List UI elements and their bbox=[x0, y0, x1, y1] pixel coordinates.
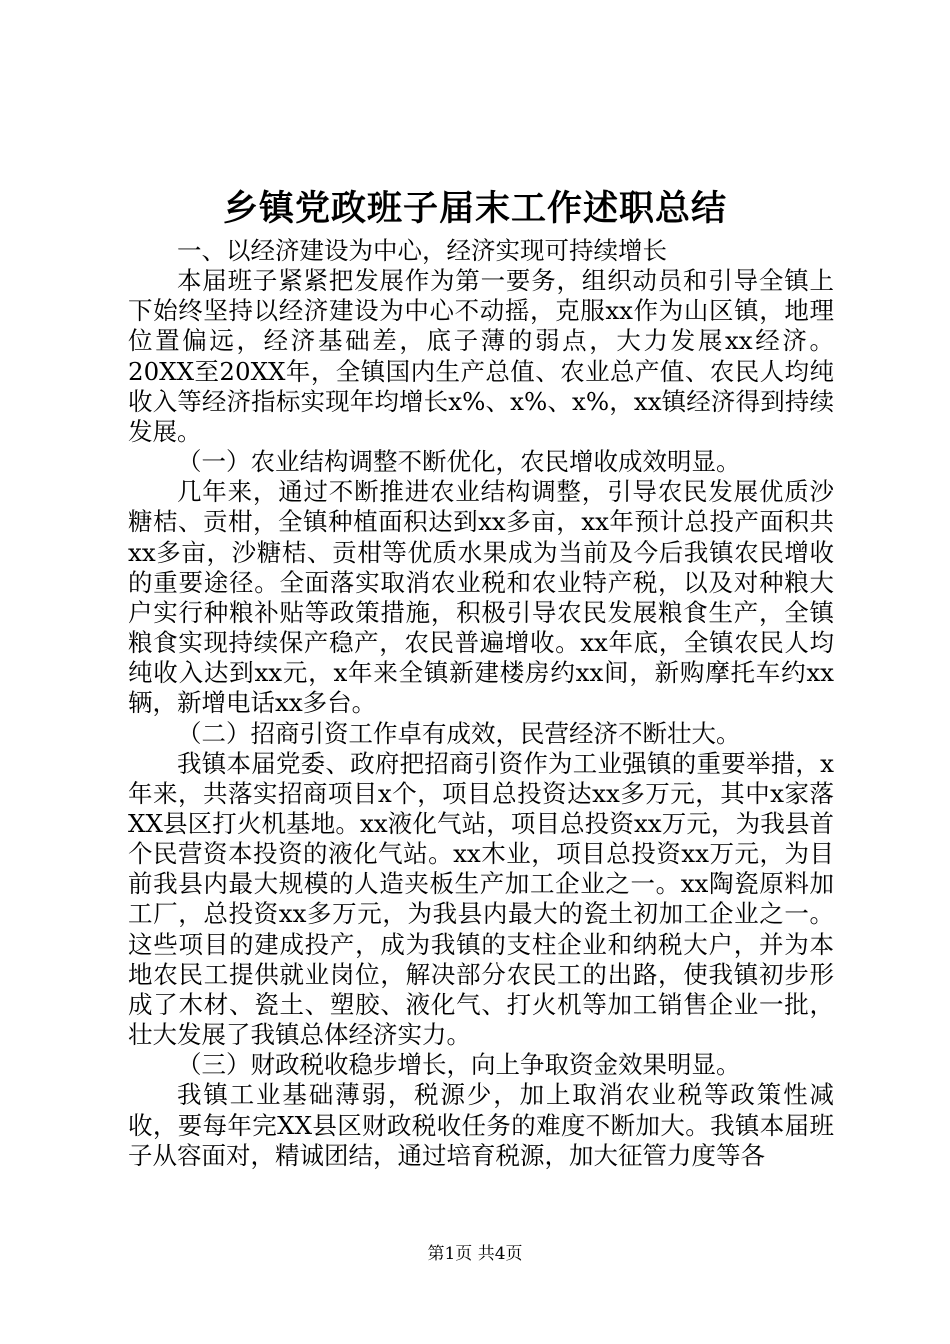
section-heading: 一、以经济建设为中心，经济实现可持续增长 bbox=[177, 236, 667, 265]
subsection-heading: （三）财政税收稳步增长，向上争取资金效果明显。 bbox=[177, 1050, 741, 1080]
page-number-footer: 第1页 共4页 bbox=[427, 1244, 523, 1264]
body-paragraph: 我镇本届党委、政府把招商引资作为工业强镇的重要举措，x年来，共落实招商项目x个，项目总投资达xx多万元，其中x家落XX县区打火机基地。xx液化气站，项目总投资xx万元，为我县首个民营资本投资的液化气站。xx木业，项目总投资xx万元，为目前我县内最大规模的人造夹板生产加工企业之一。xx陶瓷原料加工厂，总投资xx多万元，为我县内最大的瓷土初加工企业之一。这些项目的建成投产，成为我镇的支柱企业和纳税大户，并为本地农民工提供就业岗位，解决部分农民工的出路，使我镇初步形成了木材、瓷土、塑胶、液化气、打火机等加工销售企业一批，壮大发展了我镇总体经济实力。 bbox=[128, 748, 834, 1050]
body-paragraph: 我镇工业基础薄弱，税源少，加上取消农业税等政策性减收，要每年完XX县区财政税收任务的难度不断加大。我镇本届班子从容面对，精诚团结，通过培育税源，加大征管力度等各 bbox=[128, 1080, 834, 1170]
document-body bbox=[128, 236, 834, 1171]
body-paragraph: 几年来，通过不断推进农业结构调整，引导农民发展优质沙糖桔、贡柑，全镇种植面积达到xx多亩，xx年预计总投产面积共xx多亩，沙糖桔、贡柑等优质水果成为当前及今后我镇农民增收的重要途径。全面落实取消农业税和农业特产税，以及对种粮大户实行种粮补贴等政策措施，积极引导农民发展粮食生产，全镇粮食实现持续保产稳产，农民普遍增收。xx年底，全镇农民人均纯收入达到xx元，x年来全镇新建楼房约xx间，新购摩托车约xx辆，新增电话xx多台。 bbox=[128, 477, 834, 718]
document-title: 乡镇党政班子届末工作述职总结 bbox=[222, 188, 727, 229]
subsection-heading: （一）农业结构调整不断优化，农民增收成效明显。 bbox=[177, 447, 741, 477]
body-paragraph: 本届班子紧紧把发展作为第一要务，组织动员和引导全镇上下始终坚持以经济建设为中心不动摇，克服xx作为山区镇，地理位置偏远，经济基础差，底子薄的弱点，大力发展xx经济。20XX至20XX年，全镇国内生产总值、农业总产值、农民人均纯收入等经济指标实现年均增长x%、x%、x%，xx镇经济得到持续发展。 bbox=[128, 266, 834, 446]
subsection-heading: （二）招商引资工作卓有成效，民营经济不断壮大。 bbox=[177, 718, 741, 748]
